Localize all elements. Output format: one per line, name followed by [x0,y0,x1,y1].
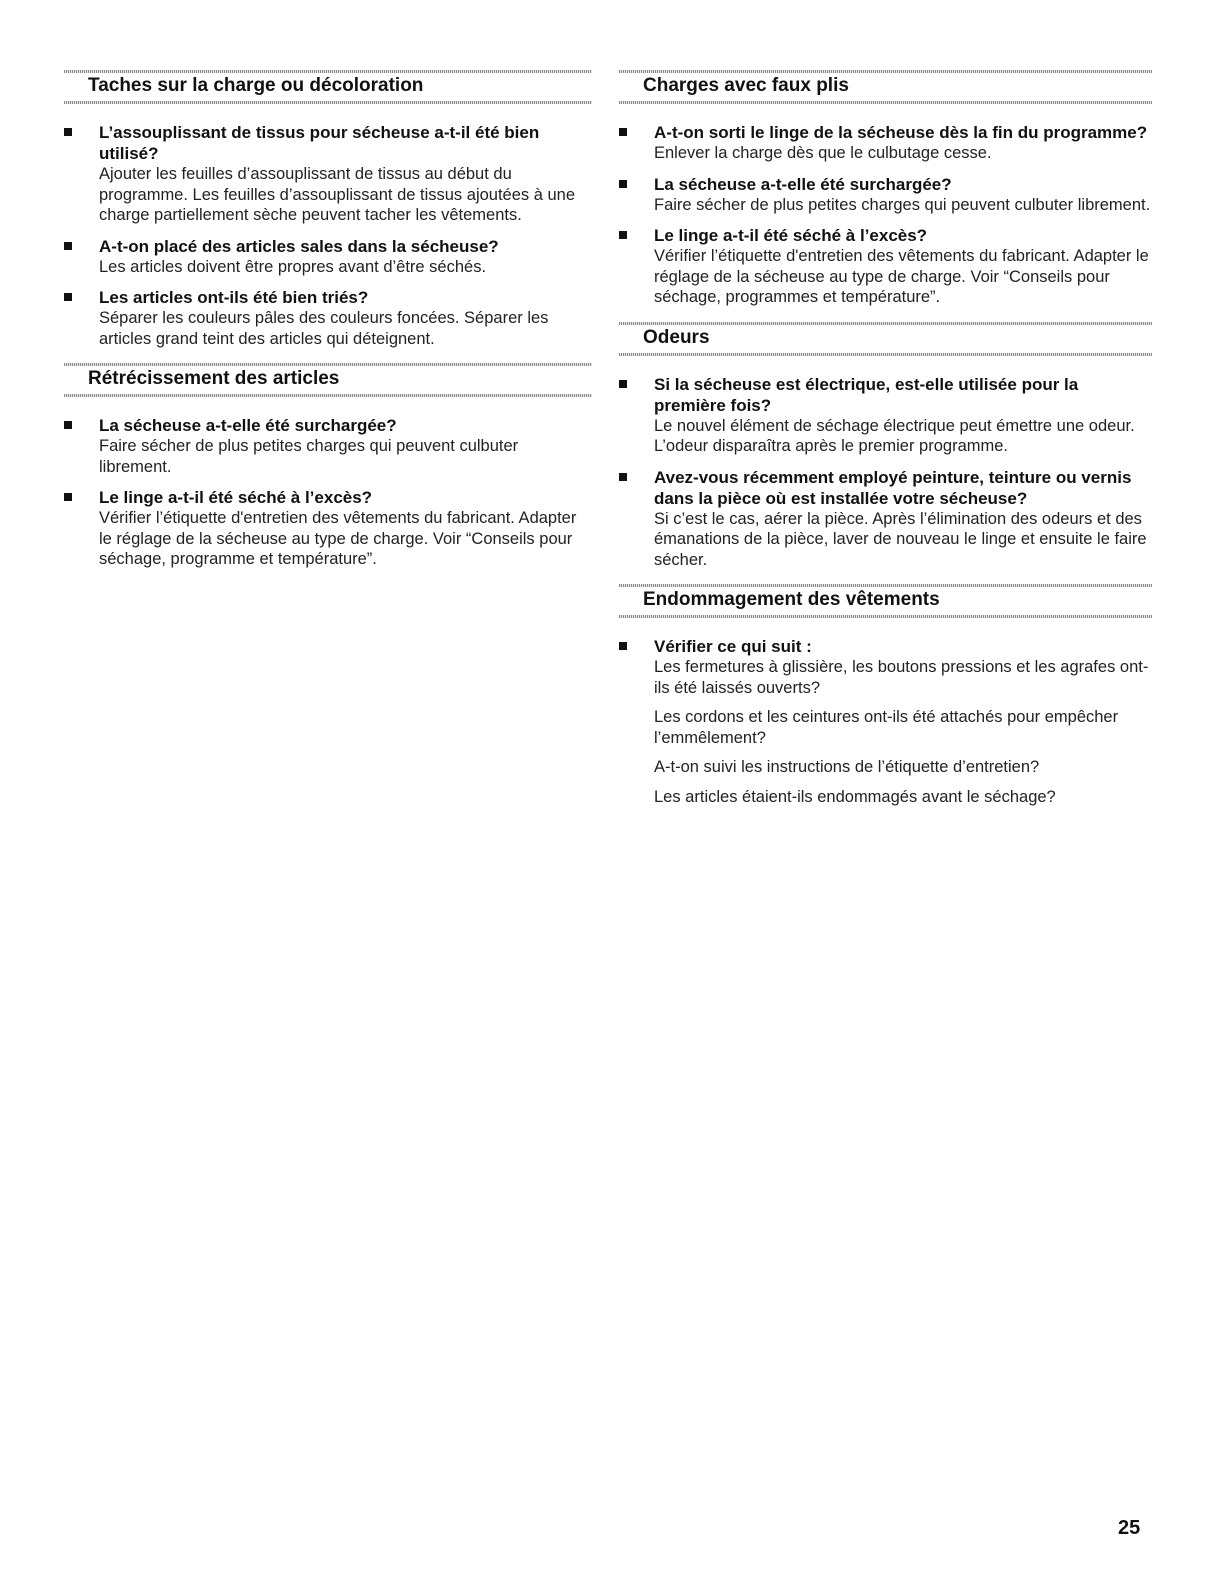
question-text: L’assouplissant de tissus pour sécheuse a-t-il été bien utilisé? [99,123,540,163]
left-column [64,66,592,580]
answer-text: Vérifier l’étiquette d'entretien des vêtements du fabricant. Adapter le réglage de la sécheuse au type de charge. Voir “Conseils pour séchage, programme et température”. [99,509,577,568]
bullet-icon [64,493,72,501]
section-title: Endommagement des vêtements [643,589,940,610]
question-list [619,374,1152,571]
answer-text: Les articles étaient-ils endommagés avant le séchage? [654,787,1056,806]
bullet-icon [64,293,72,301]
question-text: La sécheuse a-t-elle été surchargée? [99,416,397,435]
section-header [619,318,1152,358]
troubleshooting-section [64,66,592,349]
list-item [619,636,1152,807]
right-column [619,66,1152,817]
bullet-icon [64,242,72,250]
bullet-icon [619,642,627,650]
question-text: La sécheuse a-t-elle été surchargée? [654,174,952,194]
page-number: 25 [1118,1517,1141,1539]
section-title: Charges avec faux plis [643,75,849,96]
question-text: A-t-on sorti le linge de la sécheuse dès la fin du programme? [654,123,1148,142]
bullet-icon [619,180,627,188]
question-list [619,122,1152,308]
list-item [64,415,592,477]
answer-text: Séparer les couleurs pâles des couleurs foncées. Séparer les articles grand teint des articles qui déteignent. [99,309,549,348]
section-title: Rétrécissement des articles [88,368,340,389]
bullet-icon [619,473,627,481]
answer-text: Vérifier l’étiquette d'entretien des vêtements du fabricant. Adapter le réglage de la sécheuse au type de charge. Voir “Conseils pour séchage, programmes et température”. [654,247,1149,306]
question-list [64,122,592,349]
question-list [64,415,592,570]
section-header [64,359,592,399]
section-header [64,66,592,106]
section-title: Odeurs [643,326,710,348]
answer-text: A-t-on suivi les instructions de l’étiquette d’entretien? [654,758,1040,776]
bullet-icon [64,128,72,136]
list-item [64,122,592,226]
section-title: Taches sur la charge ou décoloration [88,75,424,96]
answer-text: Faire sécher de plus petites charges qui peuvent culbuter librement. [99,437,519,476]
answer-text: Ajouter les feuilles d’assouplissant de tissus au début du programme. Les feuilles d’assouplissant de tissus ajoutées à une charge partiellement sèche peuvent tacher les vêtements. [99,165,576,224]
list-item [64,287,592,349]
answer-text: Faire sécher de plus petites charges qui peuvent culbuter librement. [654,195,1151,214]
answer-text: Si c’est le cas, aérer la pièce. Après l’élimination des odeurs et des émanations de la pièce, laver de nouveau le linge et ensuite le faire sécher. [654,509,1147,569]
question-text: Vérifier ce qui suit : [654,637,812,656]
bullet-icon [619,128,627,136]
list-item [64,236,592,278]
answer-text: Enlever la charge dès que le culbutage cesse. [654,144,992,162]
bullet-icon [619,380,627,388]
list-item [619,467,1152,571]
question-text: Le linge a-t-il été séché à l’excès? [99,488,373,507]
troubleshooting-section [619,580,1152,807]
answer-text: Les cordons et les ceintures ont-ils été attachés pour empêcher l’emmêlement? [654,708,1119,747]
troubleshooting-section [619,318,1152,571]
question-text: A-t-on placé des articles sales dans la sécheuse? [99,236,499,256]
list-item [619,174,1152,216]
answer-text: Les fermetures à glissière, les boutons pressions et les agrafes ont-ils été laissés ouverts? [654,658,1149,697]
list-item [619,225,1152,308]
list-item [619,374,1152,457]
section-header [619,580,1152,620]
troubleshooting-section [64,359,592,570]
question-list [619,636,1152,807]
question-text: Le linge a-t-il été séché à l’excès? [654,226,928,245]
bullet-icon [64,421,72,429]
question-text: Si la sécheuse est électrique, est-elle utilisée pour la première fois? [654,374,1079,415]
list-item [619,122,1152,164]
question-text: Les articles ont-ils été bien triés? [99,288,369,307]
answer-text: Les articles doivent être propres avant d’être séchés. [99,257,487,276]
list-item [64,487,592,570]
bullet-icon [619,231,627,239]
question-text: Avez-vous récemment employé peinture, teinture ou vernis dans la pièce où est installée votre sécheuse? [654,467,1132,508]
section-header [619,66,1152,106]
answer-text: Le nouvel élément de séchage électrique peut émettre une odeur. L’odeur disparaîtra après le premier programme. [654,416,1135,455]
troubleshooting-section [619,66,1152,308]
